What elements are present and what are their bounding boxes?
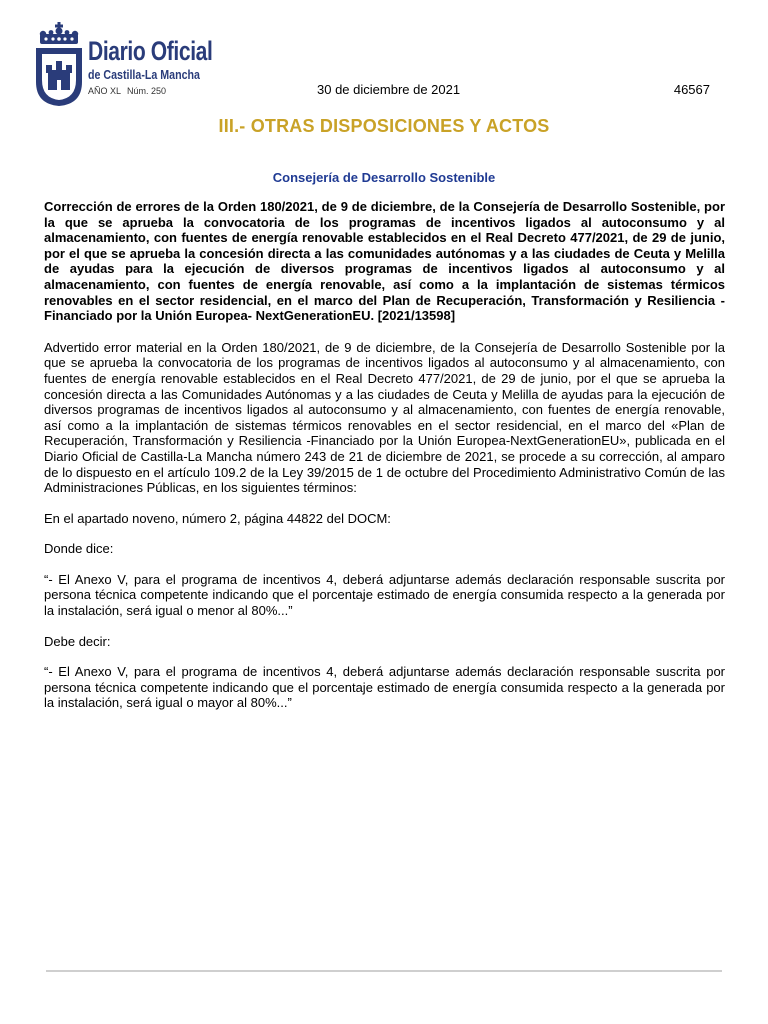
document-body	[44, 199, 725, 726]
body-paragraph: “- El Anexo V, para el programa de incentivos 4, deberá adjuntarse además declaración responsable suscrita por persona técnica competente indicando que el porcentaje estimado de energía consumida respecto a la generada por la instalación, será igual o menor al 80%...”	[44, 571, 725, 619]
year-label: AÑO XL	[88, 86, 122, 96]
publication-date: 30 de diciembre de 2021	[317, 82, 461, 97]
department-name: Consejería de Desarrollo Sostenible	[272, 170, 496, 185]
document-title: Corrección de errores de la Orden 180/2021, de 9 de diciembre, de la Consejería de Desarrollo Sostenible, por la que se aprueba la convocatoria de los programas de incentivos ligados al autoconsumo y al almacenamiento, con fuentes de energía renovable establecidos en el Real Decreto 477/2021, de 29 de junio, por el que se aprueba la concesión directa a las comunidades autónomas y a las ciudades de Ceuta y Melilla de ayudas para la ejecución de diversos programas de incentivos ligados al autoconsumo y al almacenamiento, con fuentes de energía renovable, así como a la implantación de sistemas térmicos renovables en el sector residencial, en el marco del Plan de Recuperación, Transformación y Resiliencia -Financiado por la Unión Europea- NextGenerationEU. [2021/13598]	[44, 199, 725, 324]
issue-number: Núm. 250	[127, 86, 167, 96]
issue-info	[88, 86, 172, 96]
section-title: III.- OTRAS DISPOSICIONES Y ACTOS	[218, 116, 550, 136]
logo-title: Diario Oficial	[88, 36, 213, 66]
castle-crown-crest-icon	[32, 18, 86, 108]
body-paragraph: En el apartado noveno, número 2, página 44822 del DOCM:	[44, 510, 391, 526]
logo-subtitle: de Castilla-La Mancha	[88, 67, 200, 82]
body-paragraph: “- El Anexo V, para el programa de incentivos 4, deberá adjuntarse además declaración responsable suscrita por persona técnica competente indicando que el porcentaje estimado de energía consumida respecto a la generada por la instalación, será igual o mayor al 80%...”	[44, 664, 725, 711]
body-paragraph: Advertido error material en la Orden 180/2021, de 9 de diciembre, de la Consejería de Desarrollo Sostenible por la que se aprueba la convocatoria de los programas de incentivos ligados al autoconsumo y al almacenamiento, con fuentes de energía renovable establecidos en el Real Decreto 477/2021, de 29 de junio, por el que se aprueba la concesión directa a las Comunidades Autónomas y a las ciudades de Ceuta y Melilla de ayudas para la ejecución de diversos programas de incentivos ligados al autoconsumo y al almacenamiento, con fuentes de energía renovable, así como a la implantación de sistemas térmicos renovables en el sector residencial, en el marco del «Plan de Recuperación, Transformación y Resiliencia -Financiado por la Unión Europea-NextGenerationEU», publicada en el Diario Oficial de Castilla-La Mancha número 243 de 21 de diciembre de 2021, se procede a su corrección, al amparo de lo dispuesto en el artículo 109.2 de la Ley 39/2015 de 1 de octubre del Procedimiento Administrativo Común de las Administraciones Públicas, en los siguientes términos:	[44, 339, 725, 496]
page-header	[32, 18, 712, 108]
body-paragraph: Debe decir:	[44, 633, 111, 649]
footer-divider	[46, 970, 722, 972]
page-number: 46567	[673, 82, 710, 97]
body-paragraph: Donde dice:	[44, 541, 114, 557]
